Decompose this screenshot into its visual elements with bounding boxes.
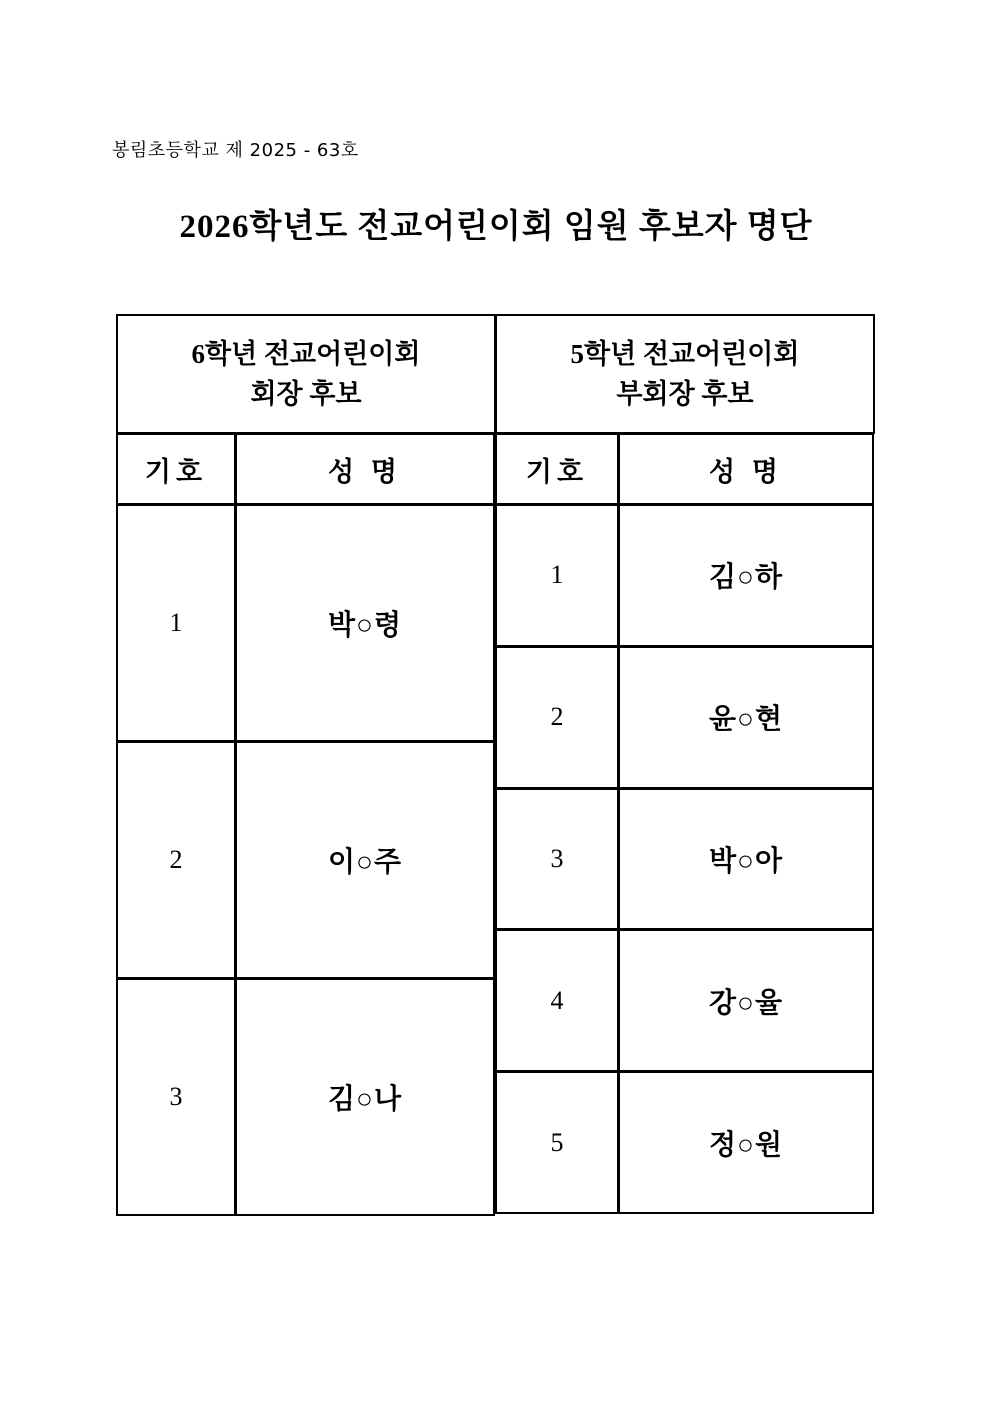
- candidate-number: 1: [116, 504, 236, 742]
- group-header-left-line1: 6학년 전교어린이회: [191, 338, 421, 369]
- group-header-right: [495, 314, 875, 434]
- table-row: [117, 979, 496, 1216]
- candidate-number: 3: [116, 978, 236, 1216]
- candidate-name: 박○령: [235, 504, 495, 742]
- candidate-number: 5: [495, 1071, 619, 1214]
- candidate-name: 박○아: [618, 788, 874, 931]
- table-section-grade6-president: [117, 315, 496, 1216]
- column-header-row-left: [117, 434, 496, 505]
- column-header-left-name: 성 명: [235, 433, 495, 505]
- table-section-grade5-vicepresident: [496, 315, 875, 1216]
- column-header-left-number: 기호: [116, 433, 236, 505]
- table-row: [496, 647, 875, 789]
- candidate-number: 2: [116, 741, 236, 979]
- group-header-right-line1: 5학년 전교어린이회: [570, 338, 800, 369]
- candidate-number: 2: [495, 646, 619, 789]
- document-number: 봉림초등학교 제 2025 - 63호: [112, 140, 359, 161]
- column-header-row-right: [496, 434, 875, 505]
- candidate-number: 4: [495, 929, 619, 1072]
- candidate-name: 이○주: [235, 741, 495, 979]
- candidate-name: 윤○현: [618, 646, 874, 789]
- candidate-table: [117, 315, 873, 1216]
- candidate-name: 김○하: [618, 504, 874, 647]
- group-header-right-line2: 부회장 후보: [616, 379, 754, 409]
- group-header-left-line2: 회장 후보: [250, 379, 362, 409]
- column-header-right-number: 기호: [495, 433, 619, 505]
- table-columns-wrapper: [117, 315, 873, 1216]
- column-header-right-name: 성 명: [618, 433, 874, 505]
- candidate-number: 1: [495, 504, 619, 647]
- table-row: [496, 789, 875, 931]
- candidate-number: 3: [495, 788, 619, 931]
- table-row: [117, 742, 496, 979]
- table-row: [496, 1072, 875, 1214]
- page-title: 2026학년도 전교어린이회 임원 후보자 명단: [179, 209, 813, 245]
- table-row: [496, 505, 875, 647]
- group-header-left: [116, 314, 496, 434]
- table-row: [117, 505, 496, 742]
- table-row: [496, 930, 875, 1072]
- candidate-name: 강○율: [618, 929, 874, 1072]
- candidate-name: 정○원: [618, 1071, 874, 1214]
- candidate-name: 김○나: [235, 978, 495, 1216]
